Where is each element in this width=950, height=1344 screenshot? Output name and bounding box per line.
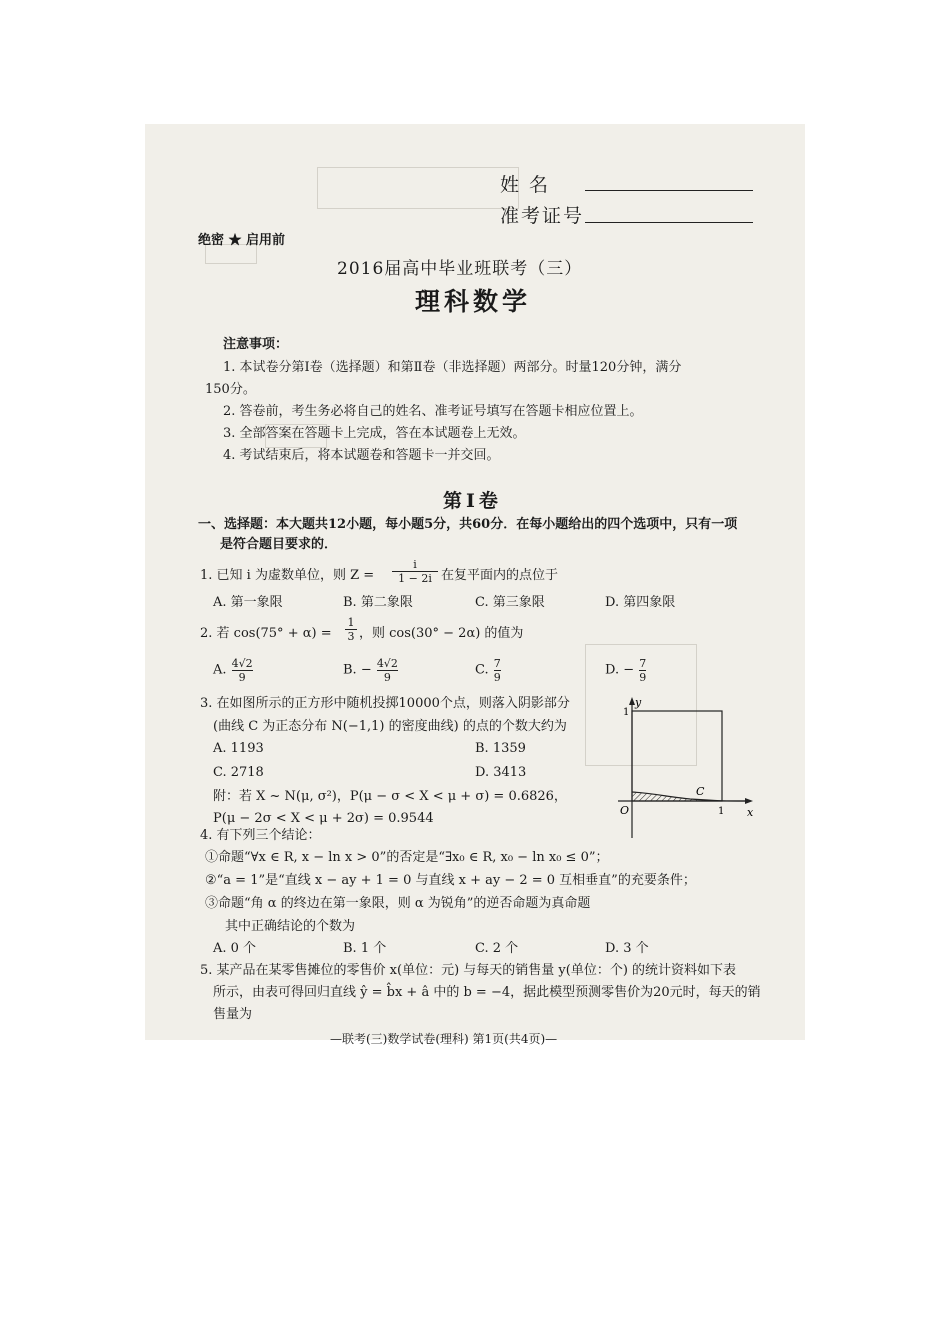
option-a: A. 第一象限 xyxy=(213,595,283,610)
numerator: 4√2 xyxy=(231,657,253,670)
page-footer: —联考(三)数学试卷(理科) 第1页(共4页)— xyxy=(330,1032,558,1046)
option-d: D. 第四象限 xyxy=(605,595,676,610)
numerator: 1 xyxy=(347,616,355,629)
option-prefix: C. xyxy=(475,662,489,678)
q3-stem: (曲线 C 为正态分布 N(−1,1) 的密度曲线) 的点的个数大约为 xyxy=(213,719,567,734)
option-d xyxy=(605,657,646,684)
option-b xyxy=(343,657,398,684)
option-a xyxy=(213,657,253,684)
unit-square xyxy=(632,711,722,801)
name-field[interactable] xyxy=(585,190,753,191)
option-c: C. 第三象限 xyxy=(475,595,545,610)
option-prefix: D. − xyxy=(605,662,635,678)
normal-curve-figure xyxy=(610,694,755,844)
x-arrow-icon xyxy=(745,798,753,804)
q1-fraction xyxy=(392,558,438,585)
id-label: 准考证号 xyxy=(500,205,585,227)
q5-stem: 所示，由表可得回归直线 ŷ = b̂x + â 中的 b = −4，据此模型预测零售价为20元时，每天的销 xyxy=(213,985,761,1000)
id-field[interactable] xyxy=(585,222,753,223)
q4-statement: ②“a = 1”是“直线 x − ay + 1 = 0 与直线 x + ay − 2 = 0 互相垂直”的充要条件； xyxy=(205,873,696,888)
section-intro: 是符合题目要求的． xyxy=(220,537,338,552)
y-axis-label: y xyxy=(635,696,642,709)
denominator: 1 − 2i xyxy=(392,571,438,585)
y-one-label: 1 xyxy=(623,707,630,718)
q3-appendix: P(μ − 2σ < X < μ + 2σ) = 0.9544 xyxy=(213,811,434,826)
option-prefix: B. − xyxy=(343,662,372,678)
name-label: 姓 名 xyxy=(500,174,551,196)
denominator: 9 xyxy=(493,671,501,684)
x-one-label: 1 xyxy=(718,806,725,817)
numerator: i xyxy=(413,558,417,571)
denominator: 3 xyxy=(345,629,357,643)
q4-stem: 4. 有下列三个结论： xyxy=(200,828,321,843)
note-item: 3. 全部答案在答题卡上完成，答在本试题卷上无效。 xyxy=(223,426,526,441)
section-intro: 一、选择题：本大题共12小题，每小题5分，共60分．在每小题给出的四个选项中，只有一项 xyxy=(198,517,738,532)
option-a: A. 0 个 xyxy=(213,941,257,956)
note-item: 4. 考试结束后，将本试题卷和答题卡一并交回。 xyxy=(223,448,500,463)
numerator: 4√2 xyxy=(376,657,398,670)
q4-statement: ①命题“∀x ∈ R, x − ln x > 0”的否定是“∃x₀ ∈ R, x₀ − ln x₀ ≤ 0”； xyxy=(205,850,609,865)
option-c: C. 2 个 xyxy=(475,941,519,956)
option-a: A. 1193 xyxy=(213,741,264,756)
q3-appendix: 附：若 X ~ N(μ, σ²)，P(μ − σ < X < μ + σ) = 0.6826， xyxy=(213,789,567,804)
denominator: 9 xyxy=(639,671,647,684)
bleed-through-table xyxy=(317,167,519,209)
option-prefix: A. xyxy=(213,662,227,678)
confidential-mark: 绝密 ★ 启用前 xyxy=(198,233,286,248)
exam-title: 2016届高中毕业班联考（三） xyxy=(337,259,583,279)
option-d: D. 3 个 xyxy=(605,941,649,956)
q5-stem: 5. 某产品在某零售摊位的零售价 x(单位：元) 与每天的销售量 y(单位：个) 的统计资料如下表 xyxy=(200,963,737,978)
q1-stem: 在复平面内的点位于 xyxy=(441,568,559,583)
x-axis-label: x xyxy=(747,806,754,819)
q1-stem: 1. 已知 i 为虚数单位，则 Z = xyxy=(200,568,375,583)
denominator: 9 xyxy=(377,670,398,684)
exam-page xyxy=(145,124,805,1046)
option-b: B. 第二象限 xyxy=(343,595,413,610)
numerator: 7 xyxy=(493,657,501,670)
q2-fraction xyxy=(345,616,357,643)
notes-heading: 注意事项： xyxy=(223,337,289,352)
note-item: 1. 本试卷分第Ⅰ卷（选择题）和第Ⅱ卷（非选择题）两部分。时量120分钟，满分 xyxy=(223,360,682,375)
option-c xyxy=(475,657,501,684)
q4-question: 其中正确结论的个数为 xyxy=(225,919,356,934)
note-item: 2. 答卷前，考生务必将自己的姓名、准考证号填写在答题卡相应位置上。 xyxy=(223,404,643,419)
q5-stem: 售量为 xyxy=(213,1007,253,1022)
subject-title: 理科数学 xyxy=(415,287,532,316)
option-c: C. 2718 xyxy=(213,765,264,780)
q3-stem: 3. 在如图所示的正方形中随机投掷10000个点，则落入阴影部分 xyxy=(200,696,570,711)
note-item: 150分。 xyxy=(205,382,256,397)
q2-stem: 2. 若 cos(75° + α) = xyxy=(200,626,332,641)
origin-label: O xyxy=(620,804,630,817)
denominator: 9 xyxy=(232,670,253,684)
option-b: B. 1 个 xyxy=(343,941,387,956)
option-b: B. 1359 xyxy=(475,741,526,756)
option-d: D. 3413 xyxy=(475,765,527,780)
q2-stem: ，则 cos(30° − 2α) 的值为 xyxy=(359,626,524,641)
section-title: 第Ⅰ卷 xyxy=(443,490,502,512)
curve-label: C xyxy=(696,785,705,798)
numerator: 7 xyxy=(639,657,647,670)
q4-statement: ③命题“角 α 的终边在第一象限，则 α 为锐角”的逆否命题为真命题 xyxy=(205,896,591,911)
